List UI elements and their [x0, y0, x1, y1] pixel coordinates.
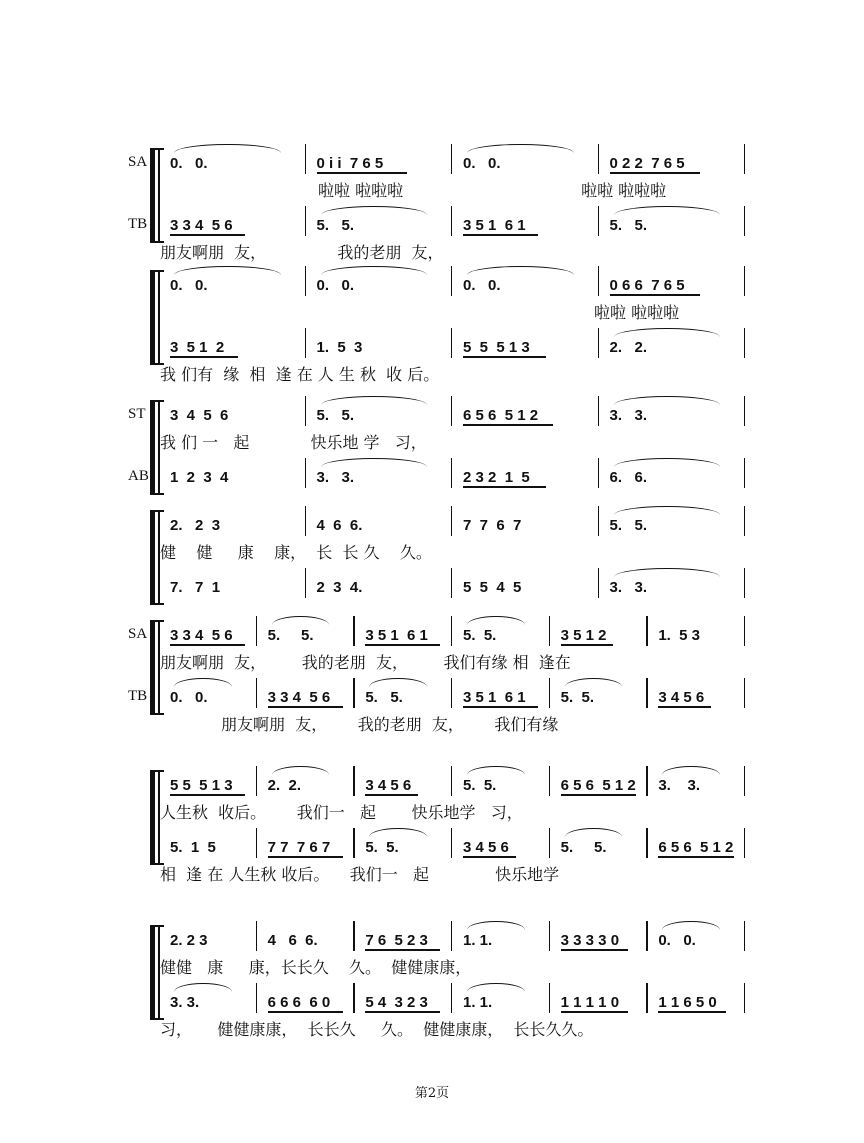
- beam-underline: [365, 1011, 440, 1013]
- barline: [451, 144, 452, 174]
- barline: [598, 206, 599, 236]
- measure-notes: 3. 3.: [609, 406, 648, 424]
- lyrics-line: 人生秋 收后。 我们一 起 快乐地学 习，: [160, 803, 523, 822]
- barline: [549, 828, 550, 858]
- barline: [598, 144, 599, 174]
- beam-underline: [463, 234, 538, 236]
- tie-arc: [467, 144, 574, 153]
- tie-arc: [174, 678, 232, 687]
- notation-row: [160, 772, 746, 798]
- system-bracket: [150, 925, 155, 1020]
- tie-arc: [662, 766, 720, 775]
- measure-notes: 0. 0.: [170, 688, 208, 706]
- measure-notes: 5 4 3 2 3: [365, 993, 428, 1011]
- measure-notes: 2. 2 3: [170, 516, 221, 534]
- lyrics-line: 我 们 一 起 快乐地 学 习，: [160, 433, 427, 452]
- barline: [646, 921, 647, 951]
- lyrics-line: 相 逢 在 人生秋 收后。 我们一 起 快乐地学: [160, 865, 560, 884]
- barline: [646, 616, 647, 646]
- measure-notes: 0 i i 7 6 5: [316, 154, 384, 172]
- barline: [305, 266, 306, 296]
- measure-notes: 7. 7 1: [170, 578, 221, 596]
- notation-row: [160, 834, 746, 860]
- notation-row: [160, 464, 746, 490]
- beam-underline: [561, 794, 637, 796]
- notation-row: [160, 927, 746, 953]
- barline: [256, 983, 257, 1013]
- measure-notes: 0. 0.: [463, 154, 501, 172]
- barline: [305, 568, 306, 598]
- barline: [353, 766, 354, 796]
- barline: [744, 766, 745, 796]
- barline: [451, 678, 452, 708]
- beam-underline: [268, 1011, 343, 1013]
- lyrics-line: 习， 健健康康， 长长久 久。 健健康康， 长长久久。: [160, 1020, 594, 1039]
- barline: [451, 396, 452, 426]
- barline: [744, 983, 745, 1013]
- notation-row: [160, 150, 746, 176]
- system-bracket: [150, 270, 155, 365]
- barline: [744, 678, 745, 708]
- barline: [353, 678, 354, 708]
- barline: [305, 144, 306, 174]
- barline: [598, 506, 599, 536]
- tie-arc: [321, 396, 428, 405]
- measure-notes: 1 1 6 5 0: [658, 993, 717, 1011]
- barline: [744, 828, 745, 858]
- barline: [451, 506, 452, 536]
- system-bracket: [150, 510, 155, 605]
- notation-row: [160, 272, 746, 298]
- measure-notes: 3 4 5 6: [658, 688, 705, 706]
- tie-arc: [614, 328, 721, 337]
- tie-arc: [565, 678, 623, 687]
- tie-arc: [467, 766, 525, 775]
- barline: [549, 766, 550, 796]
- measure-notes: 3 3 4 5 6: [170, 626, 233, 644]
- measure-notes: 5. 5.: [560, 688, 595, 706]
- beam-underline: [610, 172, 700, 174]
- barline: [353, 983, 354, 1013]
- measure-notes: 5. 1 5: [170, 838, 216, 856]
- barline: [549, 983, 550, 1013]
- beam-underline: [170, 356, 238, 358]
- voice-part-label: TB: [128, 688, 148, 704]
- barline: [451, 458, 452, 488]
- measure-notes: 0. 0.: [463, 276, 501, 294]
- beam-underline: [317, 172, 407, 174]
- notation-row: [160, 512, 746, 538]
- measure-notes: 2. 2 3: [170, 931, 208, 949]
- tie-arc: [467, 266, 574, 275]
- measure-notes: 3. 3.: [170, 993, 200, 1011]
- beam-underline: [268, 706, 343, 708]
- system-bracket: [150, 770, 155, 865]
- measure-notes: 2. 2.: [267, 776, 302, 794]
- barline: [598, 458, 599, 488]
- beam-underline: [170, 644, 245, 646]
- measure-notes: 1. 1.: [463, 931, 493, 949]
- barline: [256, 828, 257, 858]
- measure-notes: 0. 0.: [170, 154, 208, 172]
- measure-notes: 4 6 6.: [267, 931, 318, 949]
- beam-underline: [658, 706, 711, 708]
- measure-notes: 5. 5.: [609, 516, 648, 534]
- measure-notes: 3 5 1 6 1: [463, 216, 526, 234]
- measure-notes: 3 4 5 6: [463, 838, 509, 856]
- measure-notes: 5. 5.: [316, 406, 355, 424]
- measure-notes: 5. 5.: [609, 216, 648, 234]
- measure-notes: 6. 6.: [609, 468, 648, 486]
- measure-notes: 0 6 6 7 6 5: [609, 276, 685, 294]
- barline: [646, 828, 647, 858]
- measure-notes: 5 5 5 1 3: [170, 776, 233, 794]
- tie-arc: [565, 828, 623, 837]
- notation-row: [160, 684, 746, 710]
- tie-arc: [321, 458, 428, 467]
- beam-underline: [365, 794, 418, 796]
- measure-notes: 3 3 4 5 6: [170, 216, 233, 234]
- measure-notes: 3 5 1 2: [170, 338, 225, 356]
- measure-notes: 3. 3.: [609, 578, 648, 596]
- barline: [744, 458, 745, 488]
- lyrics-line: 啦啦 啦啦啦: [594, 303, 680, 322]
- tie-arc: [321, 266, 428, 275]
- lyrics-line: 健健 康 康，长长久 久。 健健康康，: [160, 958, 472, 977]
- measure-notes: 6 5 6 5 1 2: [560, 776, 636, 794]
- barline: [598, 396, 599, 426]
- beam-underline: [365, 949, 440, 951]
- beam-underline: [463, 424, 553, 426]
- beam-underline: [170, 794, 245, 796]
- lyrics-line: 啦啦 啦啦啦 啦啦 啦啦啦: [318, 181, 667, 200]
- voice-part-label: ST: [128, 406, 146, 422]
- lyrics-line: [160, 602, 746, 624]
- measure-notes: 3 5 1 6 1: [463, 688, 526, 706]
- barline: [256, 921, 257, 951]
- barline: [646, 766, 647, 796]
- notation-row: [160, 622, 746, 648]
- beam-underline: [658, 1011, 726, 1013]
- measure-notes: 2. 2.: [609, 338, 648, 356]
- tie-arc: [614, 206, 721, 215]
- notation-row: [160, 212, 746, 238]
- barline: [744, 921, 745, 951]
- measure-notes: 4 6 6.: [316, 516, 363, 534]
- measure-notes: 5. 5.: [365, 838, 399, 856]
- tie-arc: [321, 206, 428, 215]
- measure-notes: 6 5 6 5 1 2: [463, 406, 539, 424]
- tie-arc: [174, 266, 281, 275]
- measure-notes: 3. 3.: [316, 468, 355, 486]
- tie-arc: [272, 766, 330, 775]
- voice-part-label: SA: [128, 154, 148, 170]
- voice-part-label: SA: [128, 626, 148, 642]
- beam-underline: [463, 706, 538, 708]
- barline: [305, 396, 306, 426]
- barline: [549, 678, 550, 708]
- tie-arc: [369, 828, 427, 837]
- measure-notes: 1 2 3 4: [170, 468, 229, 486]
- measure-notes: 0 2 2 7 6 5: [609, 154, 685, 172]
- voice-part-label: TB: [128, 216, 148, 232]
- measure-notes: 5. 5.: [463, 776, 497, 794]
- measure-notes: 7 7 6 7: [463, 516, 522, 534]
- beam-underline: [561, 1011, 629, 1013]
- barline: [451, 328, 452, 358]
- barline: [451, 983, 452, 1013]
- measure-notes: 5. 5.: [316, 216, 355, 234]
- measure-notes: 3 3 4 5 6: [267, 688, 331, 706]
- beam-underline: [463, 486, 546, 488]
- tie-arc: [467, 921, 525, 930]
- barline: [646, 678, 647, 708]
- measure-notes: 3 5 1 6 1: [365, 626, 428, 644]
- barline: [598, 266, 599, 296]
- barline: [646, 983, 647, 1013]
- barline: [353, 921, 354, 951]
- barline: [744, 506, 745, 536]
- tie-arc: [174, 144, 281, 153]
- barline: [744, 616, 745, 646]
- beam-underline: [610, 294, 700, 296]
- lyrics-line: 朋友啊朋 友， 我的老朋 友， 我们有缘: [160, 715, 559, 734]
- notation-row: [160, 402, 746, 428]
- barline: [451, 766, 452, 796]
- measure-notes: 3. 3.: [658, 776, 701, 794]
- beam-underline: [561, 644, 614, 646]
- measure-notes: 3 3 3 3 0: [560, 931, 620, 949]
- measure-notes: 7 6 5 2 3: [365, 931, 428, 949]
- barline: [744, 568, 745, 598]
- barline: [744, 266, 745, 296]
- notation-row: [160, 989, 746, 1015]
- barline: [451, 828, 452, 858]
- measure-notes: 1. 5 3: [316, 338, 363, 356]
- tie-arc: [369, 678, 427, 687]
- measure-notes: 5 5 4 5: [463, 578, 522, 596]
- beam-underline: [561, 949, 629, 951]
- barline: [305, 506, 306, 536]
- page-number: 第2页: [414, 1086, 450, 1101]
- measure-notes: 1. 5 3: [658, 626, 701, 644]
- barline: [256, 678, 257, 708]
- measure-notes: 5. 5.: [560, 838, 607, 856]
- measure-notes: 1. 1.: [463, 993, 493, 1011]
- barline: [744, 328, 745, 358]
- measure-notes: 6 6 6 6 0: [267, 993, 331, 1011]
- barline: [353, 616, 354, 646]
- barline: [598, 568, 599, 598]
- barline: [256, 616, 257, 646]
- barline: [305, 206, 306, 236]
- measure-notes: 5. 5.: [365, 688, 403, 706]
- measure-notes: 3 5 1 2: [560, 626, 607, 644]
- voice-part-label: AB: [128, 468, 149, 484]
- measure-notes: 3 4 5 6: [170, 406, 229, 424]
- tie-arc: [662, 921, 720, 930]
- measure-notes: 1 1 1 1 0: [560, 993, 620, 1011]
- measure-notes: 3 4 5 6: [365, 776, 412, 794]
- measure-notes: 7 7 7 6 7: [267, 838, 331, 856]
- beam-underline: [658, 856, 734, 858]
- barline: [353, 828, 354, 858]
- tie-arc: [174, 983, 232, 992]
- beam-underline: [463, 856, 516, 858]
- barline: [256, 766, 257, 796]
- measure-notes: 2 3 2 1 5: [463, 468, 530, 486]
- barline: [451, 568, 452, 598]
- measure-notes: 5. 5.: [267, 626, 314, 644]
- barline: [744, 396, 745, 426]
- barline: [598, 328, 599, 358]
- barline: [744, 144, 745, 174]
- system-bracket: [150, 148, 155, 243]
- tie-arc: [614, 458, 721, 467]
- barline: [549, 921, 550, 951]
- barline: [451, 921, 452, 951]
- barline: [451, 266, 452, 296]
- beam-underline: [365, 644, 440, 646]
- notation-row: [160, 334, 746, 360]
- measure-notes: 5 5 5 1 3: [463, 338, 530, 356]
- system-bracket: [150, 620, 155, 715]
- measure-notes: 6 5 6 5 1 2: [658, 838, 734, 856]
- lyrics-line: 健 健 康 康， 长 长 久 久。: [160, 543, 432, 562]
- tie-arc: [614, 568, 721, 577]
- lyrics-line: 朋友啊朋 友， 我的老朋 友，: [160, 243, 444, 262]
- lyrics-line: 朋友啊朋 友， 我的老朋 友， 我们有缘 相 逢在: [160, 653, 571, 672]
- barline: [451, 616, 452, 646]
- measure-notes: 0. 0.: [170, 276, 208, 294]
- tie-arc: [614, 396, 721, 405]
- barline: [305, 458, 306, 488]
- barline: [451, 206, 452, 236]
- system-bracket: [150, 400, 155, 495]
- beam-underline: [463, 356, 546, 358]
- tie-arc: [467, 983, 525, 992]
- barline: [744, 206, 745, 236]
- lyrics-line: 我 们有 缘 相 逢 在 人 生 秋 收 后。: [160, 365, 440, 384]
- beam-underline: [170, 234, 245, 236]
- measure-notes: 2 3 4.: [316, 578, 363, 596]
- barline: [549, 616, 550, 646]
- measure-notes: 5. 5.: [463, 626, 497, 644]
- measure-notes: 0. 0.: [658, 931, 696, 949]
- beam-underline: [268, 856, 343, 858]
- measure-notes: 0. 0.: [316, 276, 355, 294]
- notation-row: [160, 574, 746, 600]
- barline: [305, 328, 306, 358]
